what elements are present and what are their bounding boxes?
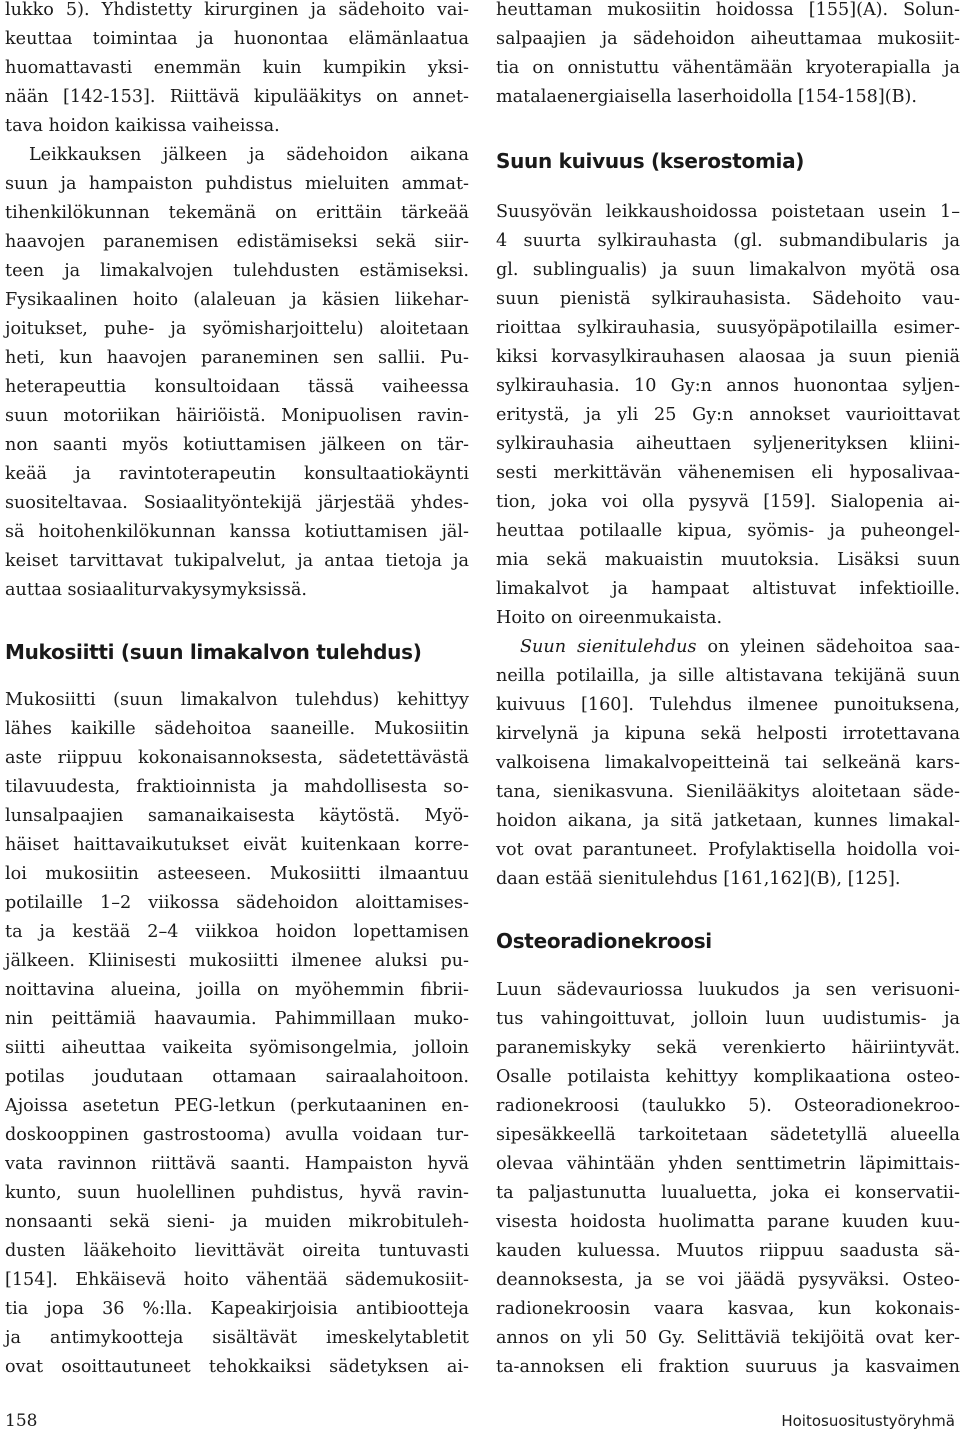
text-line: Suusyövän leikkaushoidossa poistetaan usein 1–	[496, 202, 960, 222]
text-line: sylkirauhasia. 10 Gy:n annos huonontaa syljen-	[496, 376, 960, 396]
text-line: radionekroosi (taulukko 5). Osteoradionekroo-	[496, 1096, 960, 1116]
text-line: ja antimykootteja sisältävät imeskelytabletit	[5, 1328, 469, 1348]
text-line: tia jopa 36 %:lla. Kapeakirjoisia antibiootteja	[5, 1299, 469, 1319]
text-line: eritystä, ja yli 25 Gy:n annokset vaurioittavat	[496, 405, 960, 425]
text-line: lähes kaikille sädehoitoa saaneille. Mukosiitin	[5, 719, 469, 739]
text-line: sesti merkittävän vähenemisen eli hyposalivaa-	[496, 463, 960, 483]
text-line: heuttaa potilaalle kipua, syömis- ja puheongel-	[496, 521, 960, 541]
text-line: doskooppinen gastrostooma) avulla voidaan tur-	[5, 1125, 469, 1145]
text-line: tia on onnistuttu vähentämään kryoterapialla ja	[496, 58, 960, 78]
text-line: heti, kun haavojen paraneminen sen sallii. Pu-	[5, 348, 469, 368]
text-line: noittavina alueina, joilla on myöhemmin fibrii-	[5, 980, 469, 1000]
text-line: Mukosiitti (suun limakalvon tulehdus) kehittyy	[5, 690, 469, 710]
text-line: aste riippuu kokonaisannoksesta, sädetettävästä	[5, 748, 469, 768]
text-line: tana, sienikasvuna. Sienilääkitys aloitetaan säde-	[496, 782, 960, 802]
text-line: nonsaanti sekä sieni- ja muiden mikrobituleh-	[5, 1212, 469, 1232]
text-line: nin peittämiä haavaumia. Pahimmillaan muko-	[5, 1009, 469, 1029]
text-line: suun motoriikan häiriöistä. Monipuolisen ravin-	[5, 406, 469, 426]
text-line: sä hoitohenkilökunnan kanssa kotiuttamisen jäl-	[5, 522, 469, 542]
text-line: non saanti myös kotiuttamisen jälkeen on tär-	[5, 435, 469, 455]
text-line: tava hoidon kaikissa vaiheissa.	[5, 116, 280, 136]
text-line: vot ovat parantuneet. Profylaktisella hoidolla voi-	[496, 840, 960, 860]
text-line: Osalle potilaista kehittyy komplikaationa osteo-	[496, 1067, 960, 1087]
text-line: tus vahingoittuvat, jolloin luun uudistumis- ja	[496, 1009, 960, 1029]
text-span: on yleinen sädehoitoa saa-	[696, 637, 960, 657]
text-line: loi mukosiitin asteeseen. Mukosiitti ilmaantuu	[5, 864, 469, 884]
text-line: Fysikaalinen hoito (alaleuan ja käsien liikehar-	[5, 290, 469, 310]
text-line	[496, 633, 960, 662]
text-line: kirvelynä ja kipuna sekä helposti irrotettavana	[496, 724, 960, 744]
text-line: visesta hoidosta huolimatta parane kuuden kuu-	[496, 1212, 960, 1232]
text-line: limakalvot ja hampaat altistuvat infektioille.	[496, 579, 960, 599]
text-line: gl. sublingualis) ja suun limakalvon myötä osa	[496, 260, 960, 280]
text-line: tilavuudesta, fraktioinnista ja mahdollisesta so-	[5, 777, 469, 797]
text-line: neilla potilailla, ja sille altistavana tekijänä suun	[496, 666, 960, 686]
footer-organization: Hoitosuositustyöryhmä	[781, 1412, 955, 1430]
text-line: jälkeen. Kliinisesti mukosiitti ilmenee aluksi pu-	[5, 951, 469, 971]
text-line: sipesäkkeellä tarkoitetaan sädetetyllä alueella	[496, 1125, 960, 1145]
text-line: salpaajien ja sädehoidon aiheuttamaa mukosiit-	[496, 29, 960, 49]
text-line: vata ravinnon riittävä saanti. Hampaiston hyvä	[5, 1154, 469, 1174]
fungal-infection-term: Suun sienitulehdus	[520, 637, 697, 657]
text-line: valkoisena limakalvopeitteinä tai selkeänä kars-	[496, 753, 960, 773]
text-line: lunsalpaajien samanaikaisesta käytöstä. Myö-	[5, 806, 469, 826]
text-line: kiksi korvasylkirauhasen alaosaa ja suun pieniä	[496, 347, 960, 367]
page-number: 158	[5, 1411, 38, 1431]
text-line: keuttaa toimintaa ja huonontaa elämänlaatua	[5, 29, 469, 49]
text-line: matalaenergiaisella laserhoidolla [154-158](B).	[496, 87, 917, 107]
text-line: häiset haittavaikutukset eivät kuitenkaan korre-	[5, 835, 469, 855]
text-line: dusten lääkehoito lievittävät oireita tuntuvasti	[5, 1241, 469, 1261]
text-line: 4 suurta sylkirauhasta (gl. submandibularis ja	[496, 231, 960, 251]
text-line: suositeltavaa. Sosiaalityöntekijä järjestää yhdes-	[5, 493, 469, 513]
text-line: joitukset, puhe- ja syömisharjoittelu) aloitetaan	[5, 319, 469, 339]
text-line: haavojen paranemisen edistämiseksi sekä siir-	[5, 232, 469, 252]
text-line: kuivuus [160]. Tulehdus ilmenee punoituksena,	[496, 695, 960, 715]
text-line: kunto, suun huolellinen puhdistus, hyvä ravin-	[5, 1183, 469, 1203]
text-line: heuttaman mukosiitin hoidossa [155](A). Solun-	[496, 0, 960, 20]
text-line: teen ja limakalvojen tulehdusten estämiseksi.	[5, 261, 469, 281]
text-line: ta paljastunutta luualuetta, joka ei konservatii-	[496, 1183, 960, 1203]
text-line: Luun sädevauriossa luukudos ja sen verisuoni-	[496, 980, 960, 1000]
text-line: nään [142-153]. Riittävä kipulääkitys on annet-	[5, 87, 469, 107]
text-line: keiset tarvittavat tukipalvelut, ja antaa tietoja ja	[5, 551, 469, 571]
text-line: hoidon aikana, ja sitä jatketaan, kunnes limakal-	[496, 811, 960, 831]
text-line: Hoito on oireenmukaista.	[496, 608, 723, 628]
text-line: ta-annoksen eli fraktion suuruus ja kasvaimen	[496, 1357, 960, 1377]
text-line: ta ja kestää 2–4 viikkoa hoidon lopettamisen	[5, 922, 469, 942]
text-line: siitti aiheuttaa vaikeita syömisongelmia, jolloin	[5, 1038, 469, 1058]
text-line: potilaille 1–2 viikossa sädehoidon aloittamises-	[5, 893, 469, 913]
text-line: huomattavasti enemmän kuin kumpikin yksi-	[5, 58, 469, 78]
text-line: auttaa sosiaaliturvakysymyksissä.	[5, 580, 307, 600]
text-line: sylkirauhasia aiheuttaen syljenerityksen kliini-	[496, 434, 960, 454]
text-line: radionekroosin vaara kasvaa, kun kokonais-	[496, 1299, 960, 1319]
text-line: Ajoissa asetetun PEG-letkun (perkutaaninen en-	[5, 1096, 469, 1116]
section-heading-mucositis: Mukosiitti (suun limakalvon tulehdus)	[5, 640, 422, 664]
text-line: lukko 5). Yhdistetty kirurginen ja sädehoito vai-	[5, 0, 469, 20]
text-line: deannoksesta, ja se voi jäädä pysyväksi. Osteo-	[496, 1270, 960, 1290]
text-line: annos on yli 50 Gy. Selittäviä tekijöitä ovat ker-	[496, 1328, 960, 1348]
text-line: tion, joka voi olla pysyvä [159]. Sialopenia ai-	[496, 492, 960, 512]
text-line: tihenkilökunnan tekemänä on erittäin tärkeää	[5, 203, 469, 223]
text-line: daan estää sienitulehdus [161,162](B), [125].	[496, 869, 901, 889]
text-line: suun pienistä sylkirauhasista. Sädehoito vau-	[496, 289, 960, 309]
text-line: ovat osoittautuneet tehokkaiksi sädetyksen ai-	[5, 1357, 469, 1377]
text-line: suun ja hampaiston puhdistus mieluiten ammat-	[5, 174, 469, 194]
text-line: mia sekä makuaistin muutoksia. Lisäksi suun	[496, 550, 960, 570]
text-line: paranemiskyky sekä verenkierto häiriintyvät.	[496, 1038, 960, 1058]
section-heading-xerostomia: Suun kuivuus (kserostomia)	[496, 149, 805, 173]
text-line: kauden kuluessa. Muutos riippuu saadusta sä-	[496, 1241, 960, 1261]
text-line: olevaa vähintään yhden senttimetrin läpimittais-	[496, 1154, 960, 1174]
section-heading-osteoradionecrosis: Osteoradionekroosi	[496, 929, 712, 953]
text-line: rioittaa sylkirauhasia, suusyöpäpotilailla esimer-	[496, 318, 960, 338]
text-line: potilas joudutaan ottamaan sairaalahoitoon.	[5, 1067, 469, 1087]
text-line: [154]. Ehkäisevä hoito vähentää sädemukosiit-	[5, 1270, 469, 1290]
text-line: keää ja ravintoterapeutin konsultaatiokäynti	[5, 464, 469, 484]
text-line: heterapeuttia konsultoidaan tässä vaiheessa	[5, 377, 469, 397]
text-line: Leikkauksen jälkeen ja sädehoidon aikana	[29, 145, 469, 165]
